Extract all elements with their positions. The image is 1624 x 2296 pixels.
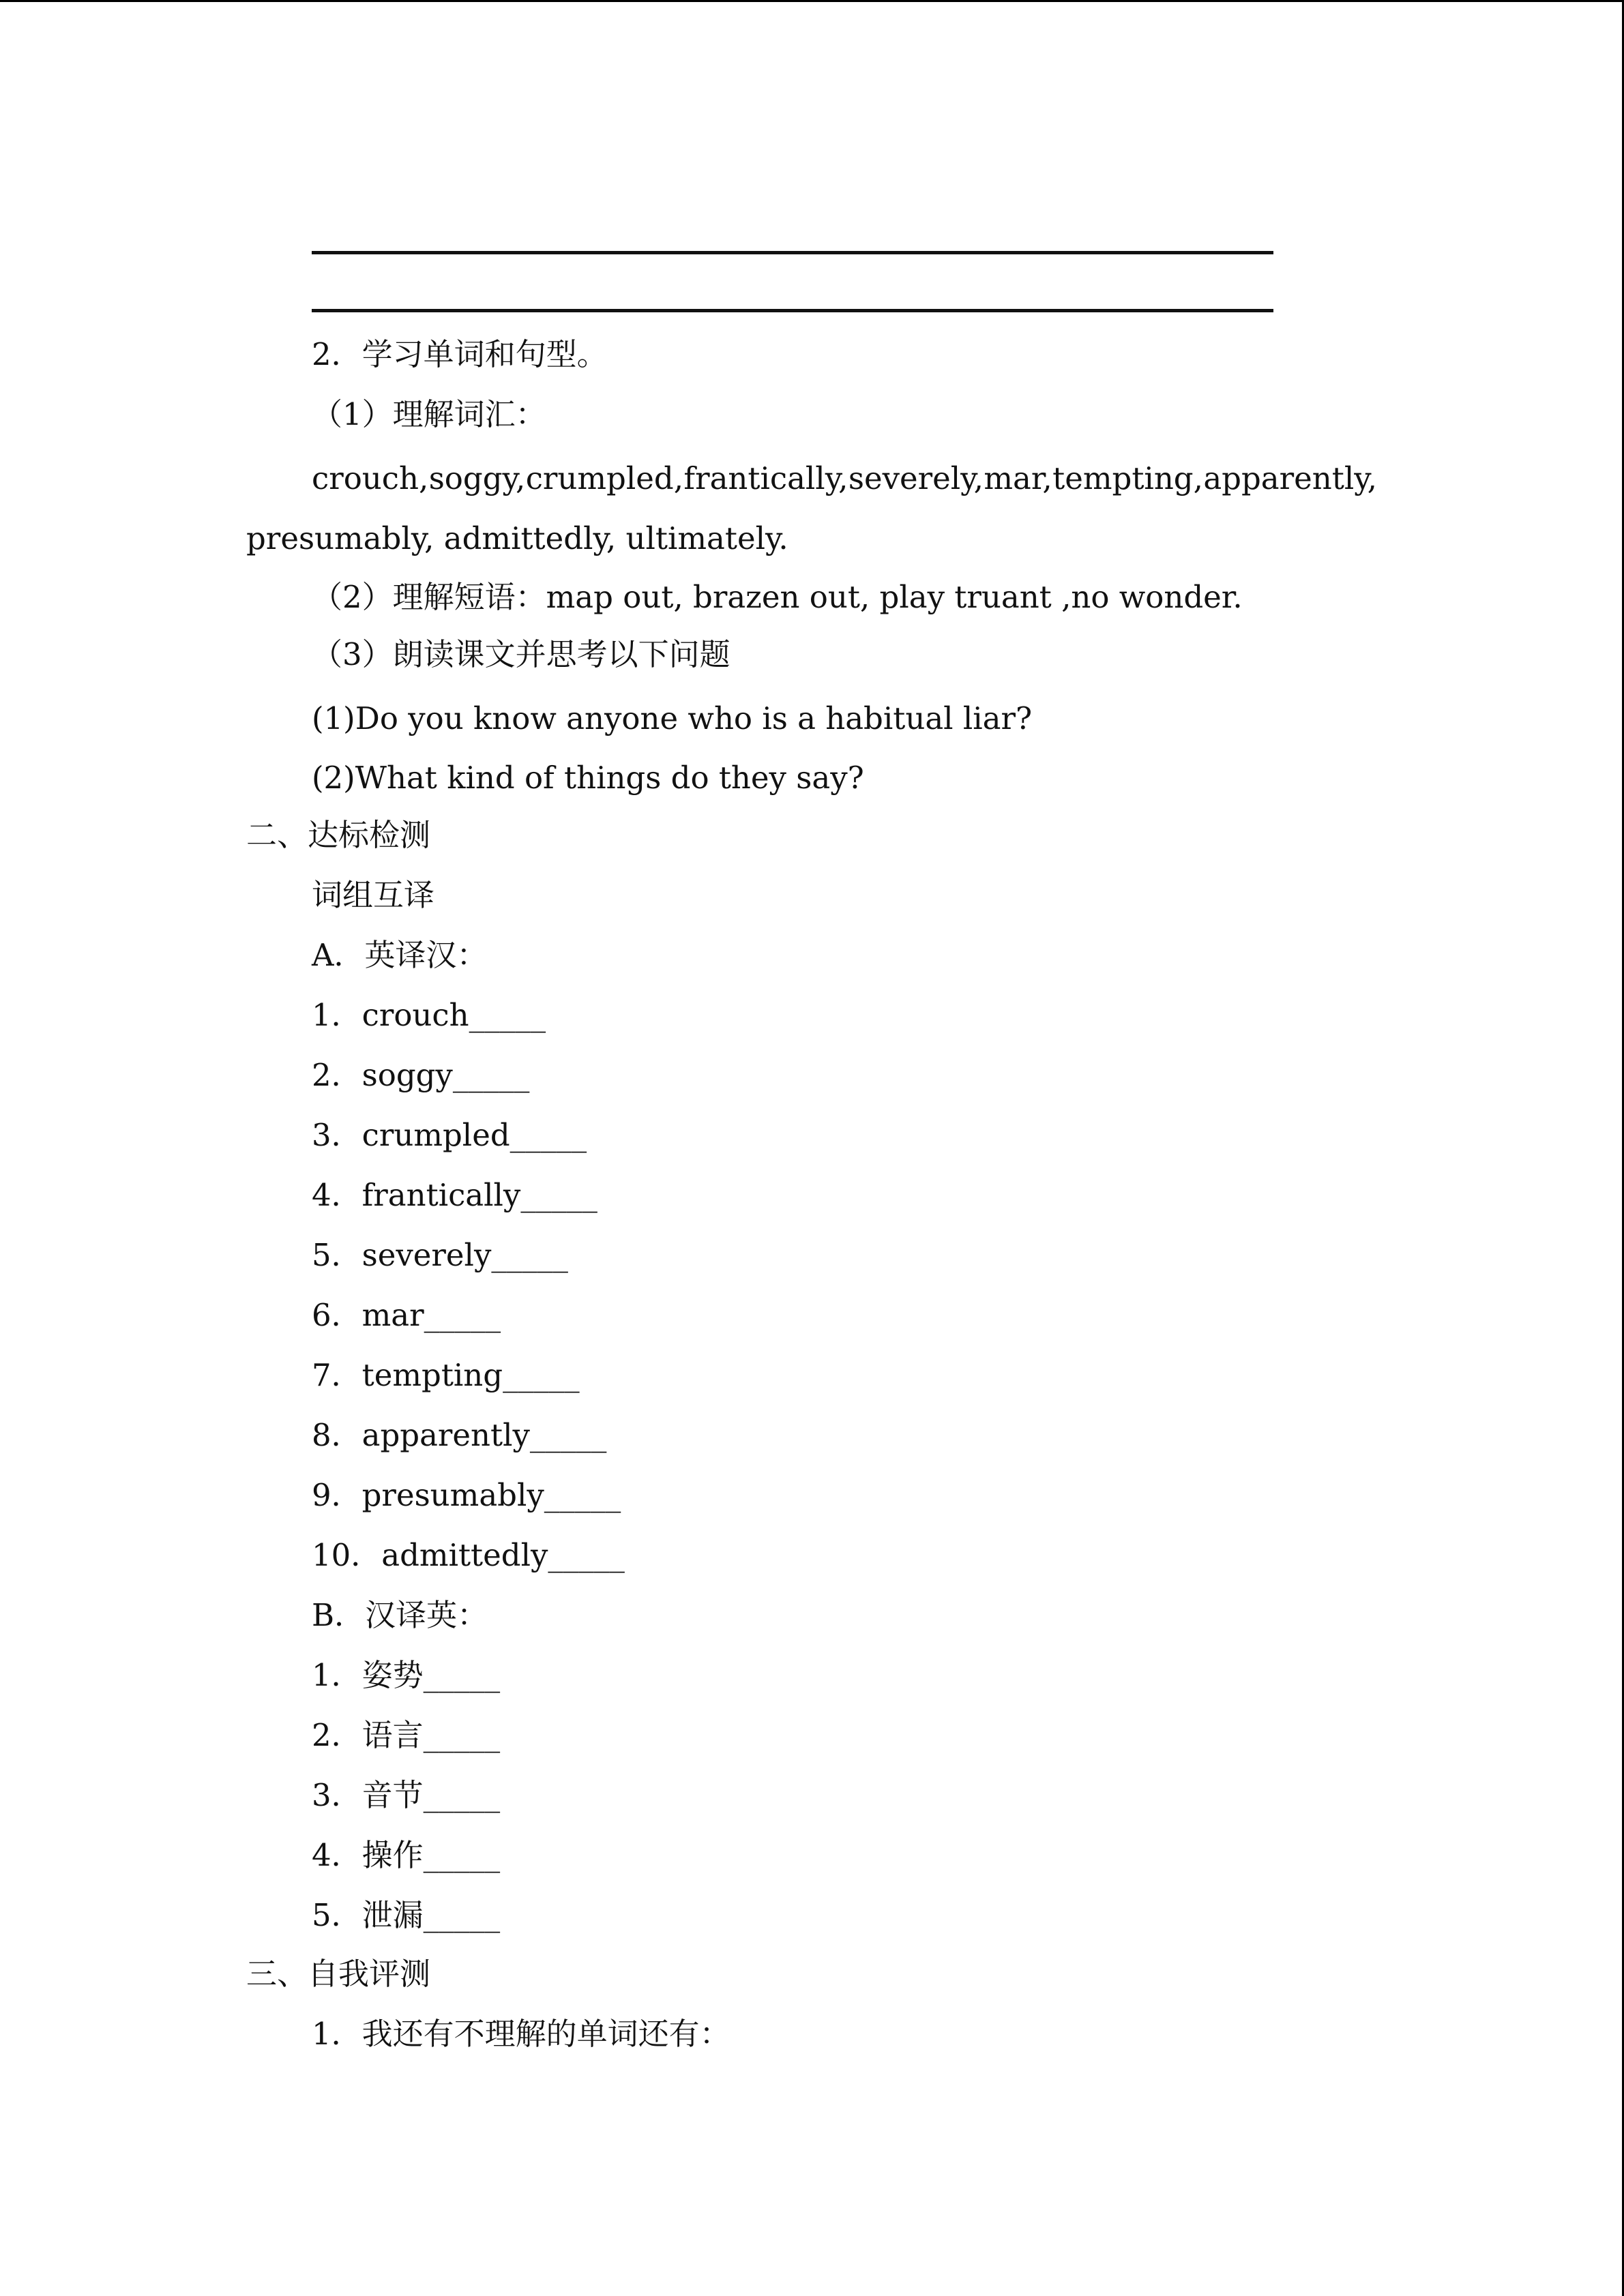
part-a-item: 7．tempting_____ — [312, 1357, 580, 1393]
vocab-word: tempting, — [1052, 460, 1203, 496]
phrases-line: （2）理解短语：map out, brazen out, play truant ,no wonder. — [312, 579, 1243, 615]
self-eval-item-1: 1．我还有不理解的单词还有： — [312, 2016, 730, 2052]
part-b-item: 5．泄漏_____ — [312, 1897, 501, 1933]
section-2-heading: 二、达标检测 — [246, 817, 431, 853]
part-a-item: 4．frantically_____ — [312, 1177, 597, 1213]
part-a-title: A．英译汉： — [312, 937, 488, 973]
part-b-item: 4．操作_____ — [312, 1837, 501, 1873]
answer-line-2[interactable] — [312, 309, 1273, 312]
part-b-item: 2．语言_____ — [312, 1717, 501, 1753]
part-a-item: 5．severely_____ — [312, 1237, 568, 1273]
question-2: (2)What kind of things do they say? — [312, 760, 864, 796]
vocab-word: apparently, — [1203, 460, 1377, 496]
section-3-heading: 三、自我评测 — [246, 1956, 431, 1992]
vocab-word: frantically, — [683, 460, 848, 496]
part-a-item: 1．crouch_____ — [312, 997, 546, 1033]
vocab-word: severely, — [848, 460, 984, 496]
part-a-item: 8．apparently_____ — [312, 1417, 607, 1453]
part-a-item: 9．presumably_____ — [312, 1477, 621, 1513]
vocab-line-2: presumably, admittedly, ultimately. — [246, 520, 788, 556]
part-b-item: 1．姿势_____ — [312, 1657, 501, 1693]
page-top-border — [0, 0, 1624, 2]
part-b-item: 3．音节_____ — [312, 1777, 501, 1813]
part-a-item: 3．crumpled_____ — [312, 1117, 587, 1153]
vocab-line-1 — [312, 458, 1377, 499]
vocab-word: crumpled, — [525, 460, 683, 496]
part-a-item: 6．mar_____ — [312, 1297, 501, 1333]
translation-subheading: 词组互译 — [312, 877, 435, 913]
reading-task: （3）朗读课文并思考以下问题 — [312, 636, 730, 672]
vocab-subheading: （1）理解词汇： — [312, 396, 546, 432]
question-1: (1)Do you know anyone who is a habitual liar? — [312, 700, 1033, 736]
vocab-word: mar, — [984, 460, 1052, 496]
item-2-heading: 2．学习单词和句型。 — [312, 336, 608, 372]
part-a-item: 10．admittedly_____ — [312, 1537, 625, 1573]
vocab-word: soggy, — [428, 460, 526, 496]
part-b-title: B．汉译英： — [312, 1597, 488, 1633]
vocab-word: crouch, — [312, 460, 429, 496]
part-a-item: 2．soggy_____ — [312, 1057, 530, 1093]
answer-line-1[interactable] — [312, 251, 1273, 254]
